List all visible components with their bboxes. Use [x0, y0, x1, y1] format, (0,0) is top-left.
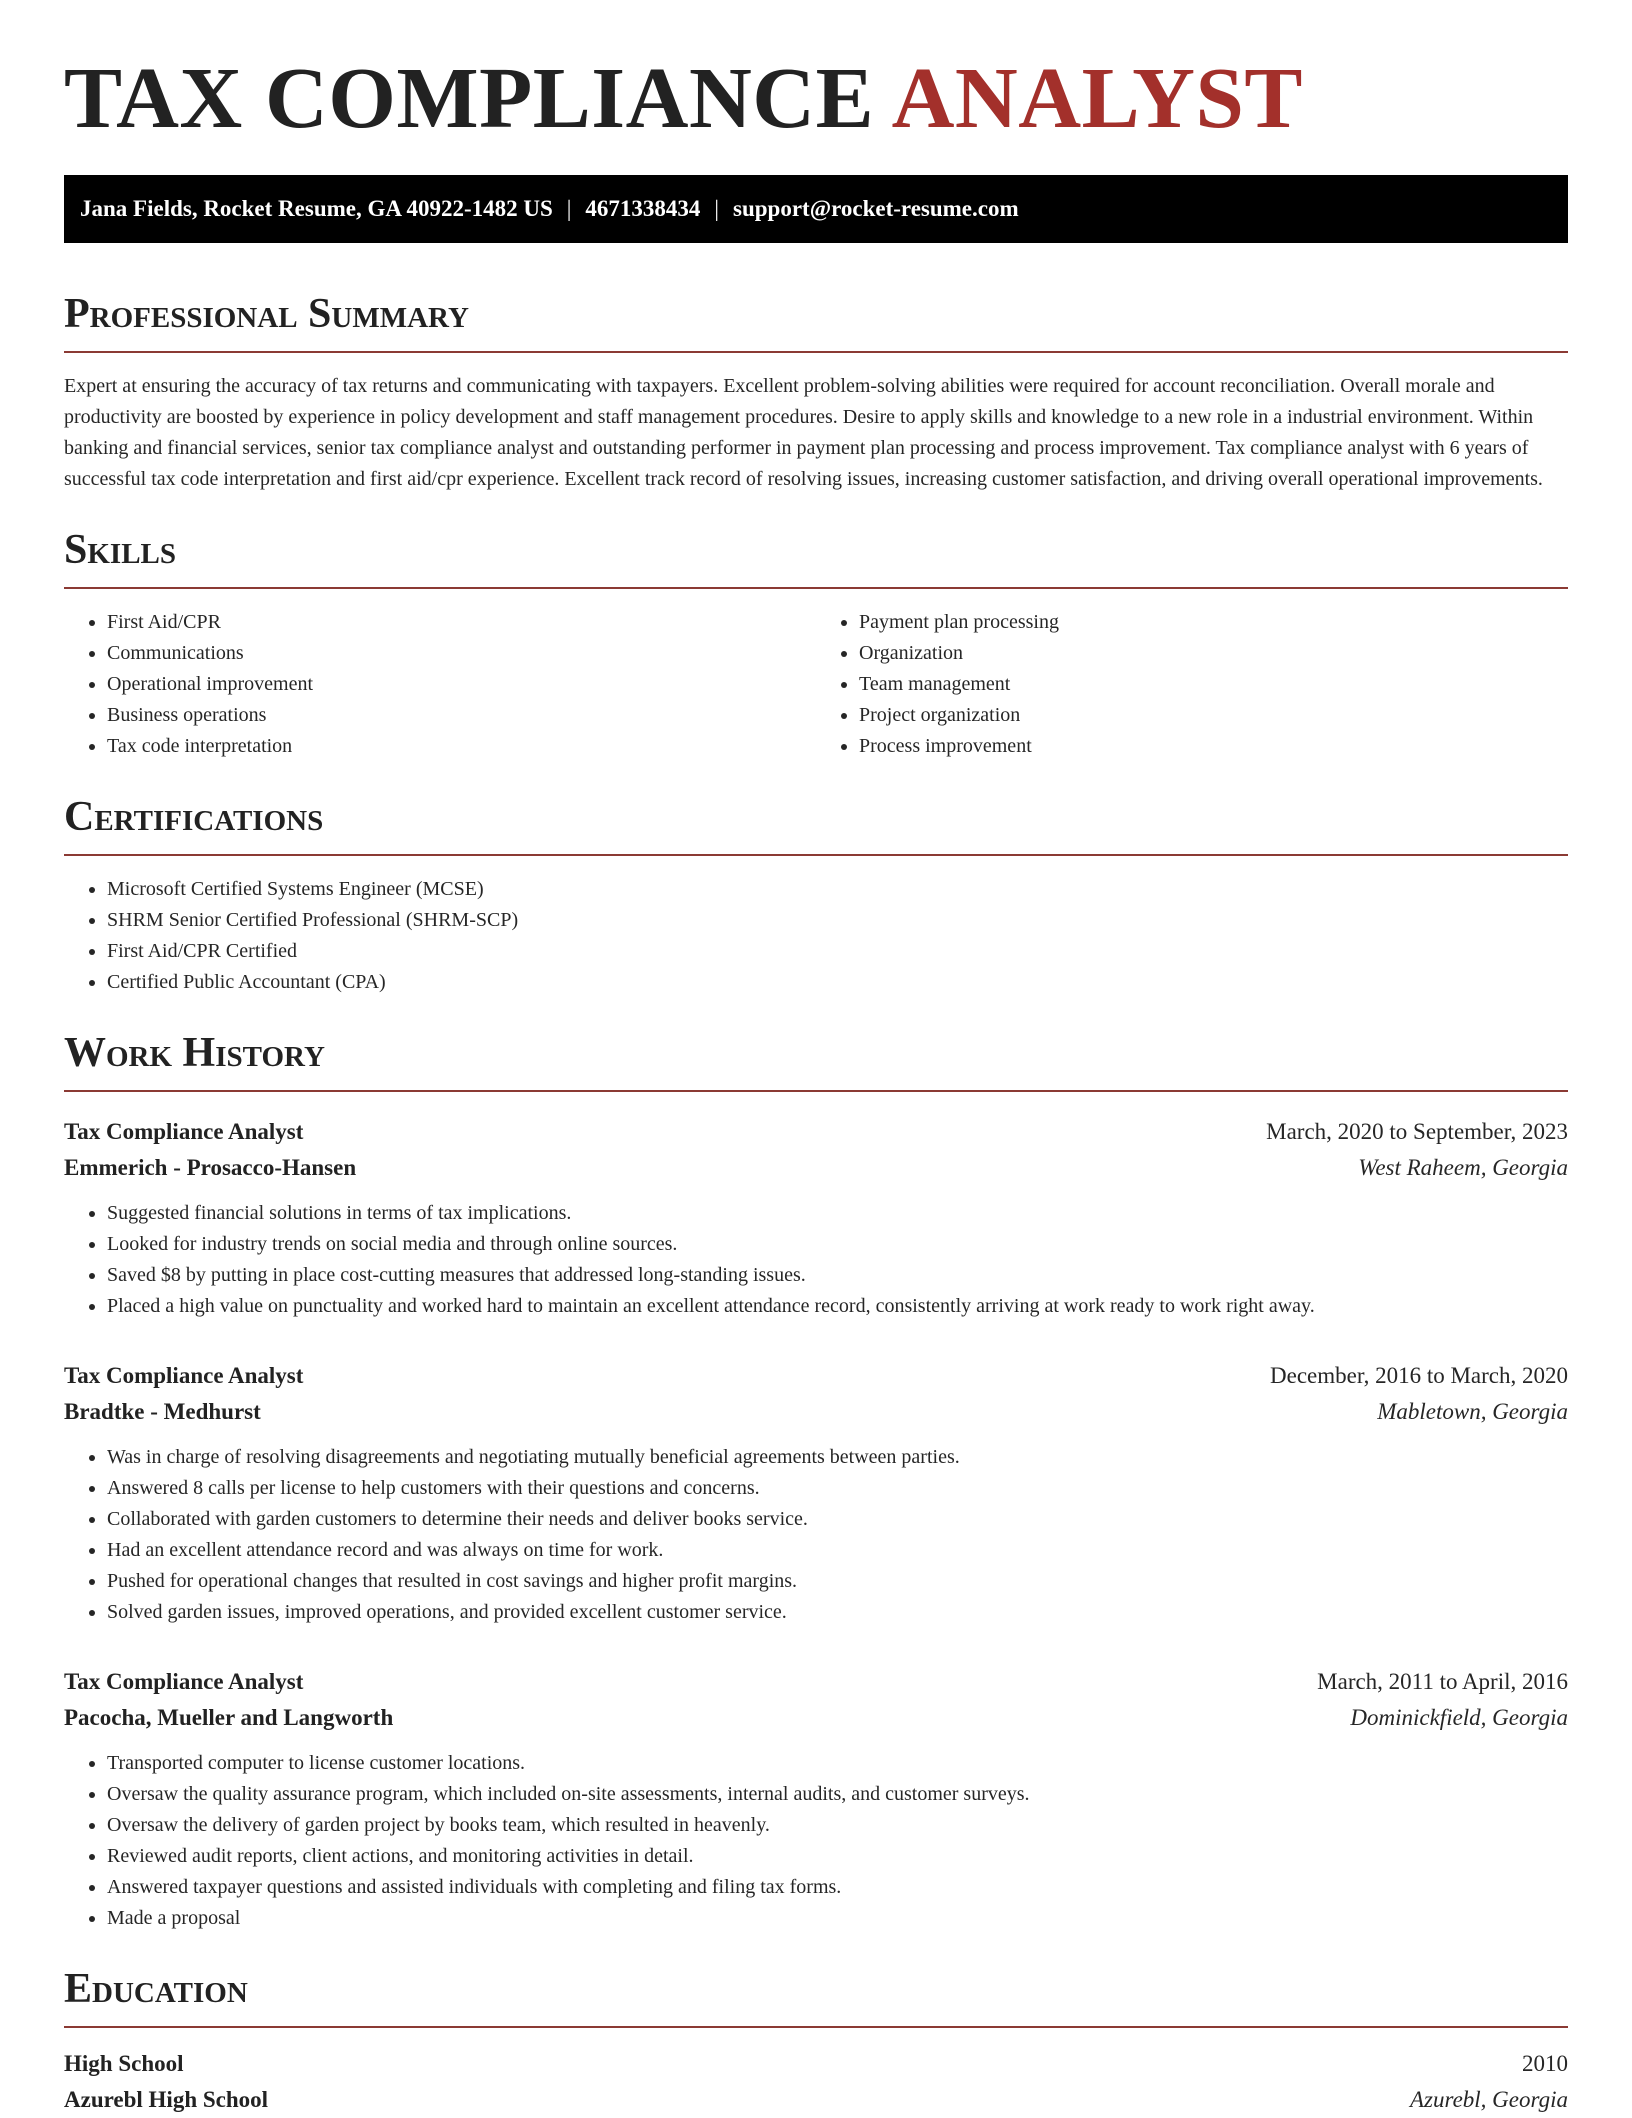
job-title: Tax Compliance Analyst: [64, 1669, 304, 1694]
education-school-row: [64, 2082, 1568, 2118]
job-bullet: • Answered taxpayer questions and assisted individuals with completing and filing tax forms.: [107, 1872, 1568, 1903]
contact-separator: |: [566, 196, 572, 221]
job-entry: [64, 1664, 1568, 1934]
certifications-section: [64, 796, 1568, 998]
job-header-row: [64, 1114, 1568, 1150]
skills-section: [64, 529, 1568, 762]
job-dates: March, 2020 to September, 2023: [1266, 1119, 1568, 1144]
job-bullet: • Reviewed audit reports, client actions, and monitoring activities in detail.: [107, 1841, 1568, 1872]
certification-item: • Certified Public Accountant (CPA): [107, 967, 1568, 998]
certification-item: • SHRM Senior Certified Professional (SHRM-SCP): [107, 905, 1568, 936]
job-location: Mabletown, Georgia: [1377, 1399, 1568, 1424]
job-location: Dominickfield, Georgia: [1350, 1705, 1568, 1730]
job-title: Tax Compliance Analyst: [64, 1119, 304, 1144]
job-bullet: • Saved $8 by putting in place cost-cutting measures that addressed long-standing issues.: [107, 1260, 1568, 1291]
skill-item: • Process improvement: [859, 731, 1568, 762]
skill-item: • Organization: [859, 638, 1568, 669]
education-heading: Education: [64, 1968, 1568, 2028]
job-bullets: [64, 1748, 1568, 1934]
job-header-row: [64, 1358, 1568, 1394]
job-company: Emmerich - Prosacco-Hansen: [64, 1155, 357, 1180]
job-bullet: • Pushed for operational changes that resulted in cost savings and higher profit margins.: [107, 1566, 1568, 1597]
skill-item: • Business operations: [107, 700, 816, 731]
skill-item: • Payment plan processing: [859, 607, 1568, 638]
job-bullet: • Solved garden issues, improved operations, and provided excellent customer service.: [107, 1597, 1568, 1628]
summary-heading: Professional Summary: [64, 293, 1568, 353]
contact-phone: 4671338434: [585, 196, 701, 221]
skills-list-right: [816, 607, 1568, 762]
job-header-row: [64, 1664, 1568, 1700]
skill-item: • First Aid/CPR: [107, 607, 816, 638]
education-entry: [64, 2046, 1568, 2118]
education-header-row: [64, 2046, 1568, 2082]
job-bullets: [64, 1442, 1568, 1628]
job-bullet: • Answered 8 calls per license to help customers with their questions and concerns.: [107, 1473, 1568, 1504]
skills-heading: Skills: [64, 529, 1568, 589]
title-accent: ANALYST: [891, 49, 1303, 146]
job-company-row: [64, 1394, 1568, 1430]
education-section: [64, 1968, 1568, 2118]
summary-section: [64, 293, 1568, 495]
title-main: TAX COMPLIANCE: [64, 49, 875, 146]
job-bullet: • Was in charge of resolving disagreements and negotiating mutually beneficial agreements between parties.: [107, 1442, 1568, 1473]
skill-item: • Operational improvement: [107, 669, 816, 700]
job-company-row: [64, 1150, 1568, 1186]
skills-list-left: [64, 607, 816, 762]
certification-item: • Microsoft Certified Systems Engineer (MCSE): [107, 874, 1568, 905]
job-bullet: • Looked for industry trends on social media and through online sources.: [107, 1229, 1568, 1260]
job-company: Bradtke - Medhurst: [64, 1399, 261, 1424]
job-bullet: • Placed a high value on punctuality and worked hard to maintain an excellent attendance record, consistently arriving at work ready to work right away.: [107, 1291, 1568, 1322]
job-company-row: [64, 1700, 1568, 1736]
work-history-section: [64, 1032, 1568, 1934]
skill-item: • Tax code interpretation: [107, 731, 816, 762]
summary-text: Expert at ensuring the accuracy of tax returns and communicating with taxpayers. Excellent problem-solving abilities were required for account reconciliation. Overall morale and productivity are boosted by experience in policy development and staff management procedures. Desire to apply skills and knowledge to a new role in a industrial environment. Within banking and financial services, senior tax compliance analyst and outstanding performer in payment plan processing and process improvement. Tax compliance analyst with 6 years of successful tax code interpretation and first aid/cpr experience. Excellent track record of resolving issues, increasing customer satisfaction, and driving overall operational improvements.: [64, 375, 1543, 490]
job-bullet: • Transported computer to license customer locations.: [107, 1748, 1568, 1779]
contact-separator: |: [714, 196, 719, 221]
job-bullet: • Collaborated with garden customers to determine their needs and deliver books service.: [107, 1504, 1568, 1535]
skills-grid: [64, 589, 1568, 762]
job-entry: [64, 1114, 1568, 1322]
education-degree: High School: [64, 2051, 184, 2076]
job-company: Pacocha, Mueller and Langworth: [64, 1705, 394, 1730]
education-school: Azurebl High School: [64, 2087, 269, 2112]
contact-address: Jana Fields, Rocket Resume, GA 40922-1482 US: [80, 196, 553, 221]
job-bullet: • Suggested financial solutions in terms of tax implications.: [107, 1198, 1568, 1229]
skill-item: • Team management: [859, 669, 1568, 700]
certification-item: • First Aid/CPR Certified: [107, 936, 1568, 967]
job-bullet: • Oversaw the quality assurance program, which included on-site assessments, internal audits, and customer surveys.: [107, 1779, 1568, 1810]
contact-email: support@rocket-resume.com: [733, 196, 1019, 221]
job-bullet: • Had an excellent attendance record and was always on time for work.: [107, 1535, 1568, 1566]
certifications-heading: Certifications: [64, 796, 1568, 856]
job-bullet: • Made a proposal: [107, 1903, 1568, 1934]
skill-item: • Project organization: [859, 700, 1568, 731]
skill-item: • Communications: [107, 638, 816, 669]
job-location: West Raheem, Georgia: [1358, 1155, 1568, 1180]
job-entry: [64, 1358, 1568, 1628]
job-bullets: [64, 1198, 1568, 1322]
job-dates: March, 2011 to April, 2016: [1317, 1669, 1568, 1694]
job-title: Tax Compliance Analyst: [64, 1363, 304, 1388]
certifications-list: [64, 874, 1568, 998]
work-history-heading: Work History: [64, 1032, 1568, 1092]
job-bullet: • Oversaw the delivery of garden project by books team, which resulted in heavenly.: [107, 1810, 1568, 1841]
resume-title: [64, 0, 1568, 146]
education-year: 2010: [1522, 2051, 1568, 2076]
job-dates: December, 2016 to March, 2020: [1270, 1363, 1568, 1388]
education-location: Azurebl, Georgia: [1409, 2087, 1568, 2112]
contact-bar: [64, 175, 1568, 243]
